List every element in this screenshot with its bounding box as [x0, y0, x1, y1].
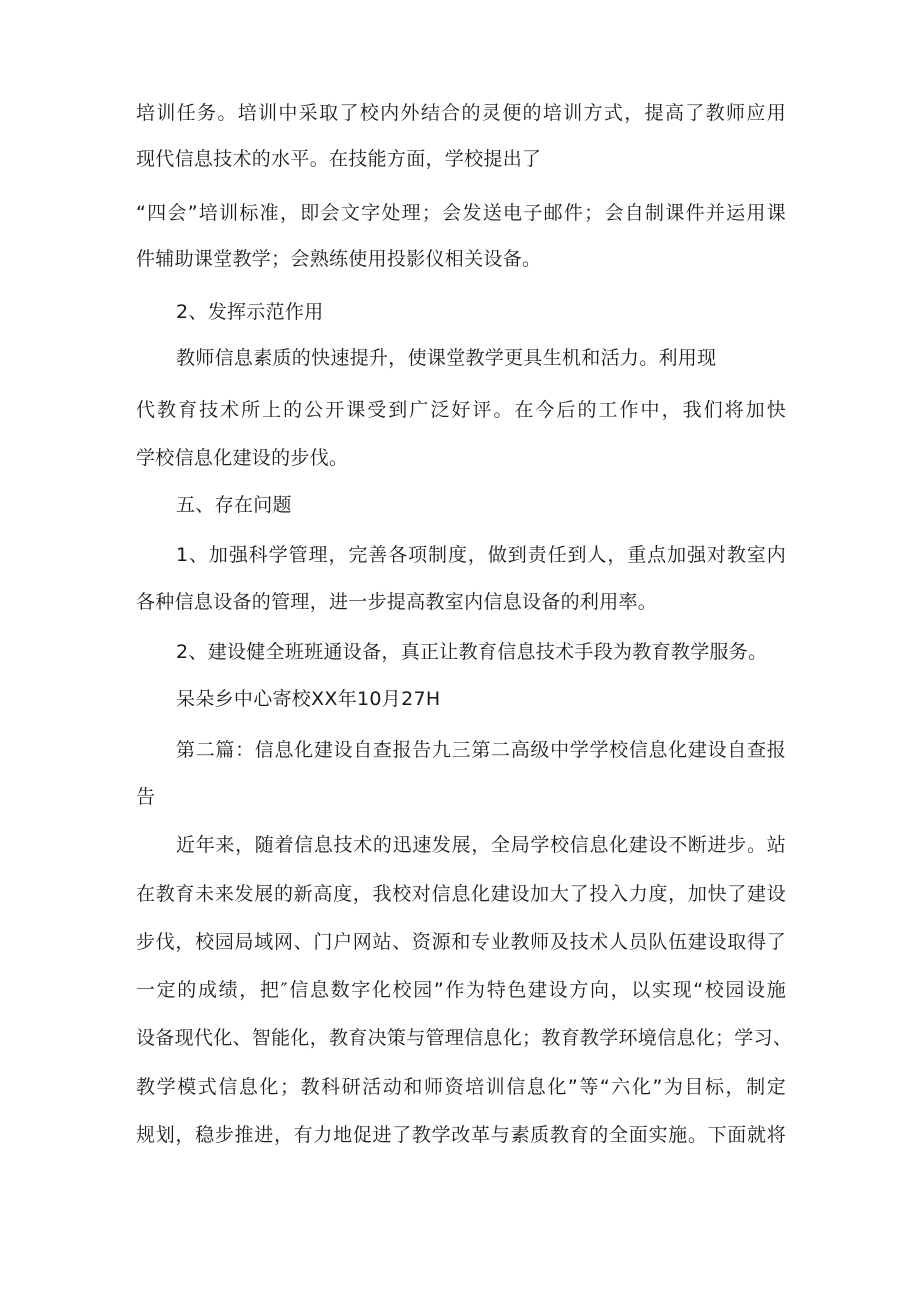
signature-date-line: 呆朵乡中心寄校XX年10月27H — [176, 688, 441, 710]
paragraph-line: 件辅助课堂教学；会熟练使用投影仪相关设备。 — [136, 248, 542, 270]
paragraph-line: 一定的成绩，把″信息数字化校园”作为特色建设方向，以实现“校园设施 — [136, 979, 786, 1001]
section-heading: 2、发挥示范作用 — [176, 301, 324, 323]
paragraph-line: 规划，稳步推进，有力地促进了教学改革与素质教育的全面实施。下面就将 — [136, 1124, 786, 1146]
section-title-line: 告 — [136, 786, 156, 808]
paragraph-line: 1、加强科学管理，完善各项制度，做到责任到人，重点加强对教室内 — [176, 544, 786, 566]
paragraph-line: 步伐，校园局域网、门户网站、资源和专业教师及技术人员队伍建设取得了 — [136, 931, 786, 953]
paragraph-line: 学校信息化建设的步伐。 — [136, 447, 349, 469]
section-title-line: 第二篇：信息化建设自查报告九三第二高级中学学校信息化建设自查报 — [176, 739, 786, 761]
paragraph-line: 代教育技术所上的公开课受到广泛好评。在今后的工作中，我们将加快 — [136, 399, 786, 421]
paragraph-line: 在教育未来发展的新高度，我校对信息化建设加大了投入力度，加快了建设 — [136, 883, 786, 905]
section-heading: 五、存在问题 — [176, 494, 292, 516]
paragraph-line: 各种信息设备的管理，进一步提高教室内信息设备的利用率。 — [136, 591, 658, 613]
paragraph-line: 教师信息素质的快速提升，使课堂教学更具生机和活力。利用现 — [176, 347, 717, 369]
paragraph-line: 2、建设健全班班通设备，真正让教育信息技术手段为教育教学服务。 — [176, 641, 768, 663]
paragraph-line: 教学模式信息化；教科研活动和师资培训信息化”等“六化”为目标，制定 — [136, 1076, 786, 1098]
paragraph-line: 现代信息技术的水平。在技能方面，学校提出了 — [136, 148, 542, 170]
paragraph-line: “四会”培训标准，即会文字处理；会发送电子邮件；会自制课件并运用课 — [136, 202, 786, 224]
paragraph-line: 设备现代化、智能化，教育决策与管理信息化；教育教学环境信息化；学习、 — [136, 1027, 793, 1049]
paragraph-line: 培训任务。培训中采取了校内外结合的灵便的培训方式，提高了教师应用 — [136, 102, 786, 124]
paragraph-line: 近年来，随着信息技术的迅速发展，全局学校信息化建设不断进步。站 — [176, 834, 786, 856]
